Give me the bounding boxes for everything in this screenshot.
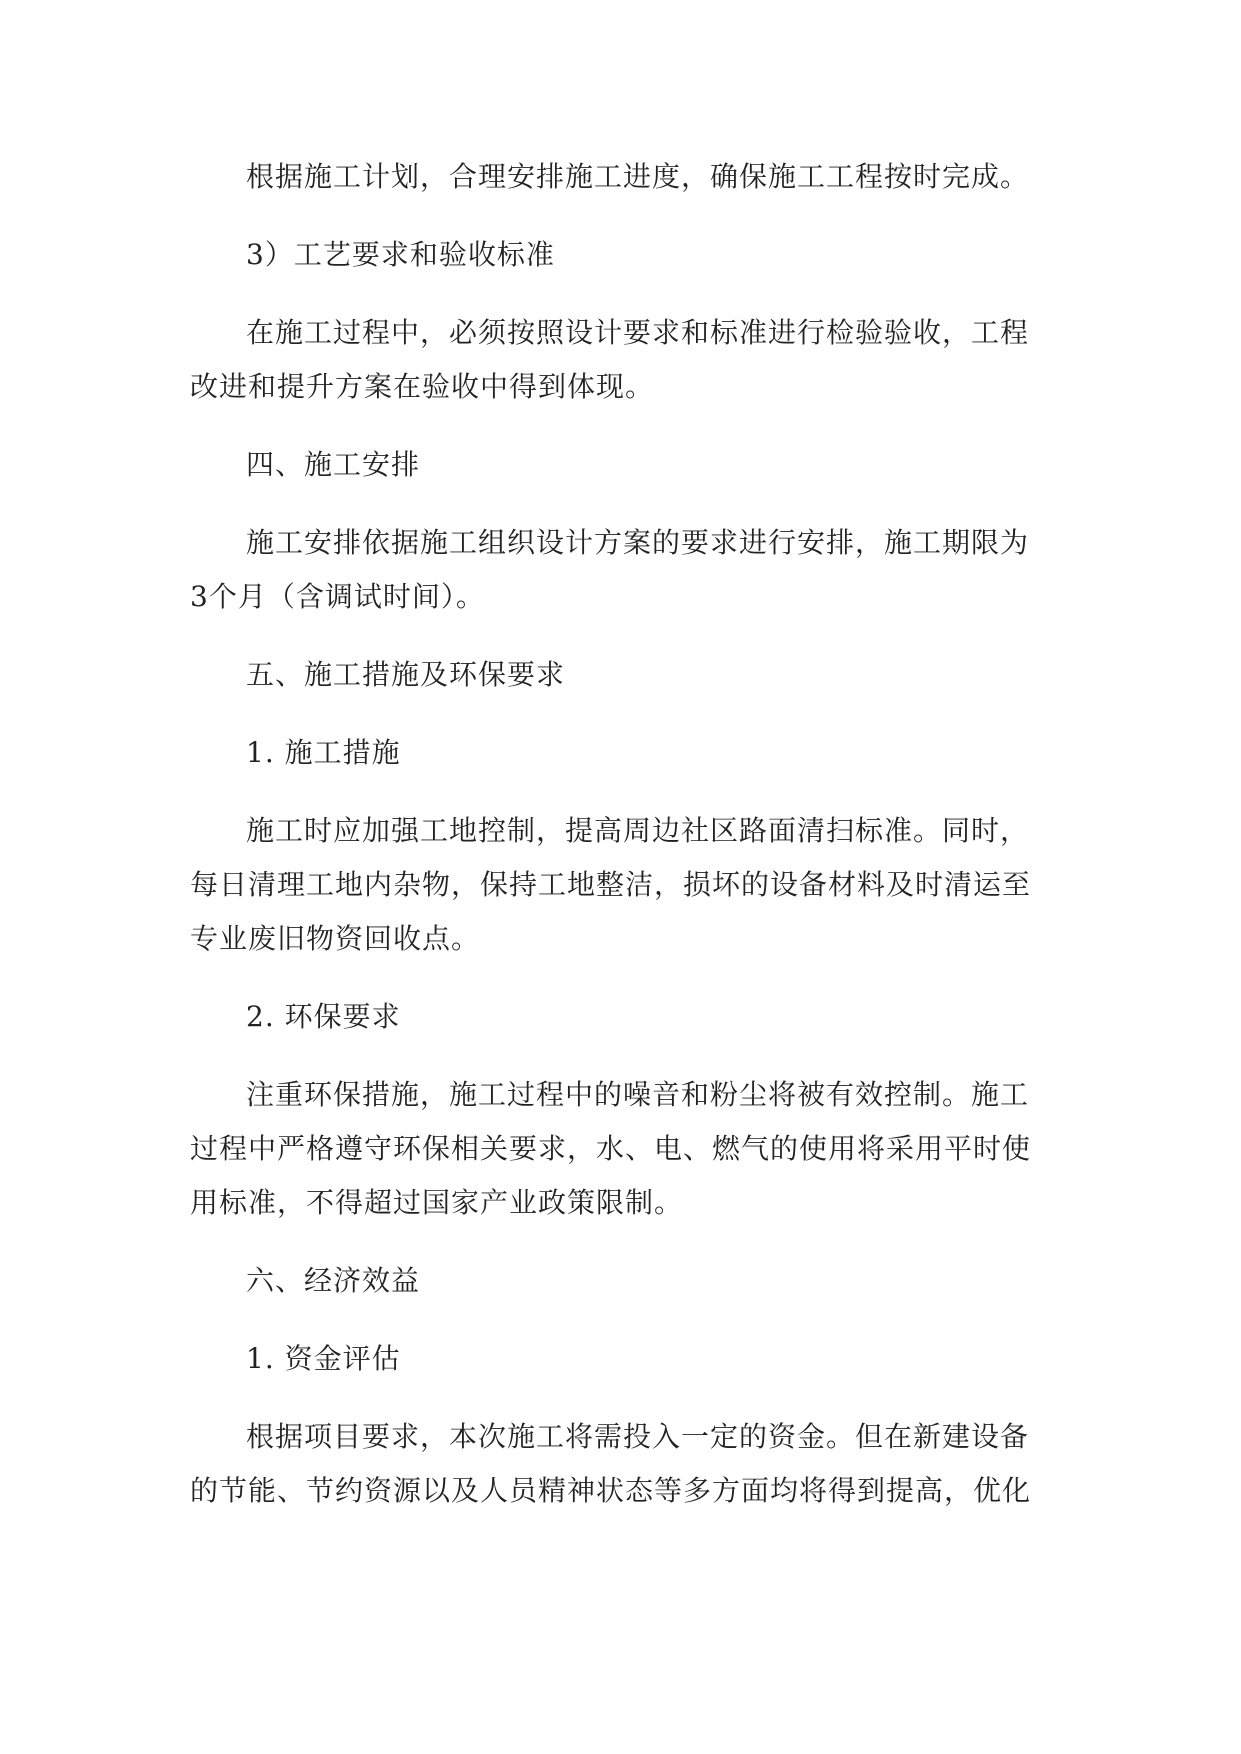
subheading-process-requirements: 3）工艺要求和验收标准 — [246, 238, 555, 271]
heading-construction-arrangement: 四、施工安排 — [246, 448, 421, 481]
heading-measures-environment: 五、施工措施及环保要求 — [246, 658, 566, 691]
subheading-fund-assessment: 1. 资金评估 — [246, 1342, 401, 1375]
paragraph-inspection: 在施工过程中，必须按照设计要求和标准进行检验验收，工程改进和提升方案在验收中得到体现。 — [190, 316, 1030, 403]
paragraph-environmental-measures: 注重环保措施，施工过程中的噪音和粉尘将被有效控制。施工过程中严格遵守环保相关要求，水、电、燃气的使用将采用平时使用标准，不得超过国家产业政策限制。 — [190, 1078, 1032, 1219]
paragraph-construction-period: 施工安排依据施工组织设计方案的要求进行安排，施工期限为3个月（含调试时间）。 — [190, 526, 1030, 613]
paragraph-site-control: 施工时应加强工地控制，提高周边社区路面清扫标准。同时，每日清理工地内杂物，保持工地整洁，损坏的设备材料及时清运至专业废旧物资回收点。 — [190, 814, 1032, 955]
document-body — [190, 150, 1040, 1542]
paragraph-schedule: 根据施工计划，合理安排施工进度，确保施工工程按时完成。 — [246, 160, 1030, 193]
paragraph-fund-investment: 根据项目要求，本次施工将需投入一定的资金。但在新建设备的节能、节约资源以及人员精神状态等多方面均将得到提高，优化 — [190, 1420, 1032, 1507]
subheading-environmental-requirements: 2. 环保要求 — [246, 1000, 401, 1033]
heading-economic-benefits: 六、经济效益 — [246, 1264, 421, 1297]
subheading-construction-measures: 1. 施工措施 — [246, 736, 401, 769]
